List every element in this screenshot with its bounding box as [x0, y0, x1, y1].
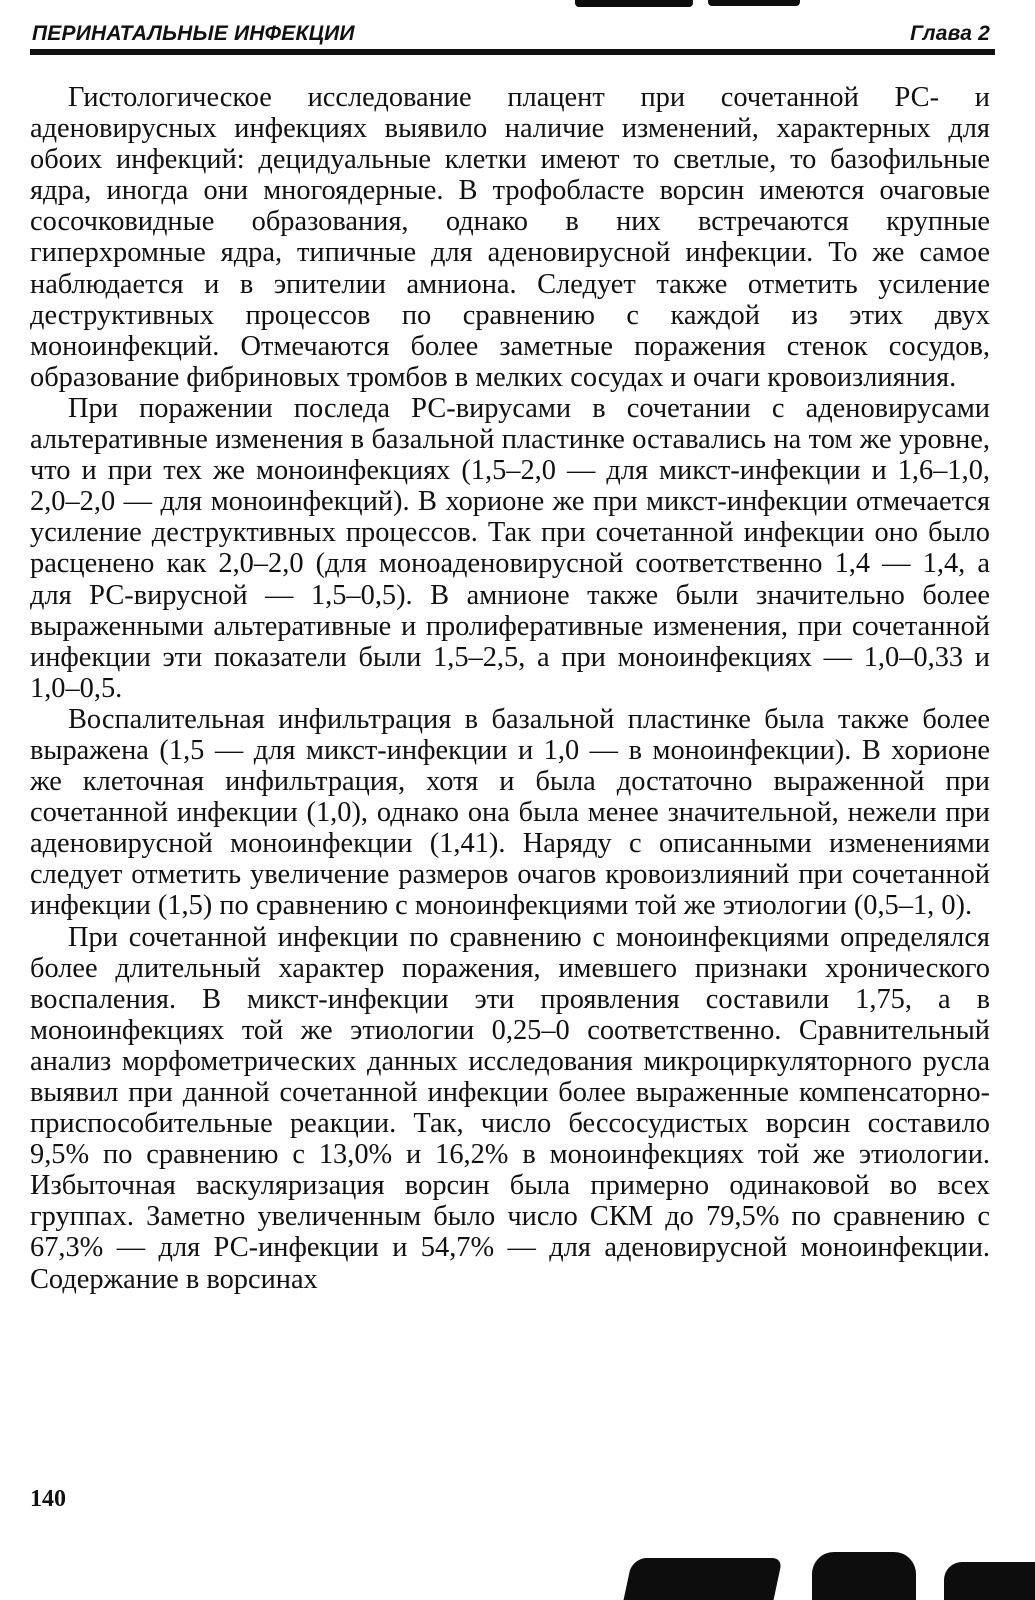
paragraph-4: При сочетанной инфекции по сравнению с моноинфекциями определялся более длительный характер поражения, имевшего признаки хронического воспаления. В микст-инфекции эти проявления составили 1,75, а в моноинфекциях той же этиологии 0,25–0 соответственно. Сравнительный анализ морфометрических данных исследования микроциркуляторного русла выявил при данной сочетанной инфекции более выраженные компенсаторно-приспособительные реакции. Так, число бессосудистых ворсин составило 9,5% по сравнению с 13,0% и 16,2% в моноинфекциях той же этиологии. Избыточная васкуляризация ворсин была примерно одинаковой во всех группах. Заметно увеличенным было число СКМ до 79,5% по сравнению с 67,3% — для РС-инфекции и 54,7% — для аденовирусной моноинфекции. Содержание в ворсинах [30, 921, 990, 1295]
paragraph-3: Воспалительная инфильтрация в базальной пластинке была также более выражена (1,5 — для микст-инфекции и 1,0 — в моноинфекции). В хорионе же клеточная инфильтрация, хотя и была достаточно выраженной при сочетанной инфекции (1,0), однако она была менее значительной, нежели при аденовирусной моноинфекции (1,41). Наряду с описанными изменениями следует отметить увеличение размеров очагов кровоизлияний при сочетанной инфекции (1,5) по сравнению с моноинфекциями той же этиологии (0,5–1, 0). [30, 703, 990, 922]
running-title: ПЕРИНАТАЛЬНЫЕ ИНФЕКЦИИ [32, 22, 355, 45]
chapter-label: Глава 2 [910, 22, 990, 45]
scan-artifact-bottom-right [944, 1562, 1035, 1600]
scan-artifact-top-left [575, 0, 693, 7]
paragraph-2: При поражении последа РС-вирусами в сочетании с аденовирусами альтеративные изменения в базальной пластинке оставались на том же уровне, что и при тех же моноинфекциях (1,5–2,0 — для микст-инфекции и 1,6–1,0, 2,0–2,0 — для моноинфекций). В хорионе же при микст-инфекции отмечается усиление деструктивных процессов. Так при сочетанной инфекции оно было расценено как 2,0–2,0 (для моноаденовирусной соответственно 1,4 — 1,4, а для РС-вирусной — 1,5–0,5). В амнионе также были значительно более выраженными альтеративные и пролиферативные изменения, при сочетанной инфекции эти показатели были 1,5–2,5, а при моноинфекциях — 1,0–0,33 и 1,0–0,5. [30, 392, 990, 704]
running-head [32, 12, 990, 46]
paragraph-1: Гистологическое исследование плацент при сочетанной РС- и аденовирусных инфекциях выявило наличие изменений, характерных для обоих инфекций: децидуальные клетки имеют то светлые, то базофильные ядра, иногда они многоядерные. В трофобласте ворсин имеются очаговые сосочковидные образования, однако в них встречаются крупные гиперхромные ядра, типичные для аденовирусной инфекции. То же самое наблюдается и в эпителии амниона. Следует также отметить усиление деструктивных процессов по сравнению с каждой из этих двух моноинфекций. Отмечаются более заметные поражения стенок сосудов, образование фибриновых тромбов в мелких сосудах и очаги кровоизлияния. [30, 82, 990, 393]
page-number: 140 [30, 1486, 66, 1512]
scan-artifact-bottom-left [624, 1558, 783, 1600]
header-rule [30, 49, 995, 55]
scan-artifact-top-right [708, 0, 800, 6]
scan-artifact-bottom-middle [812, 1552, 916, 1600]
body-text [30, 82, 990, 1295]
